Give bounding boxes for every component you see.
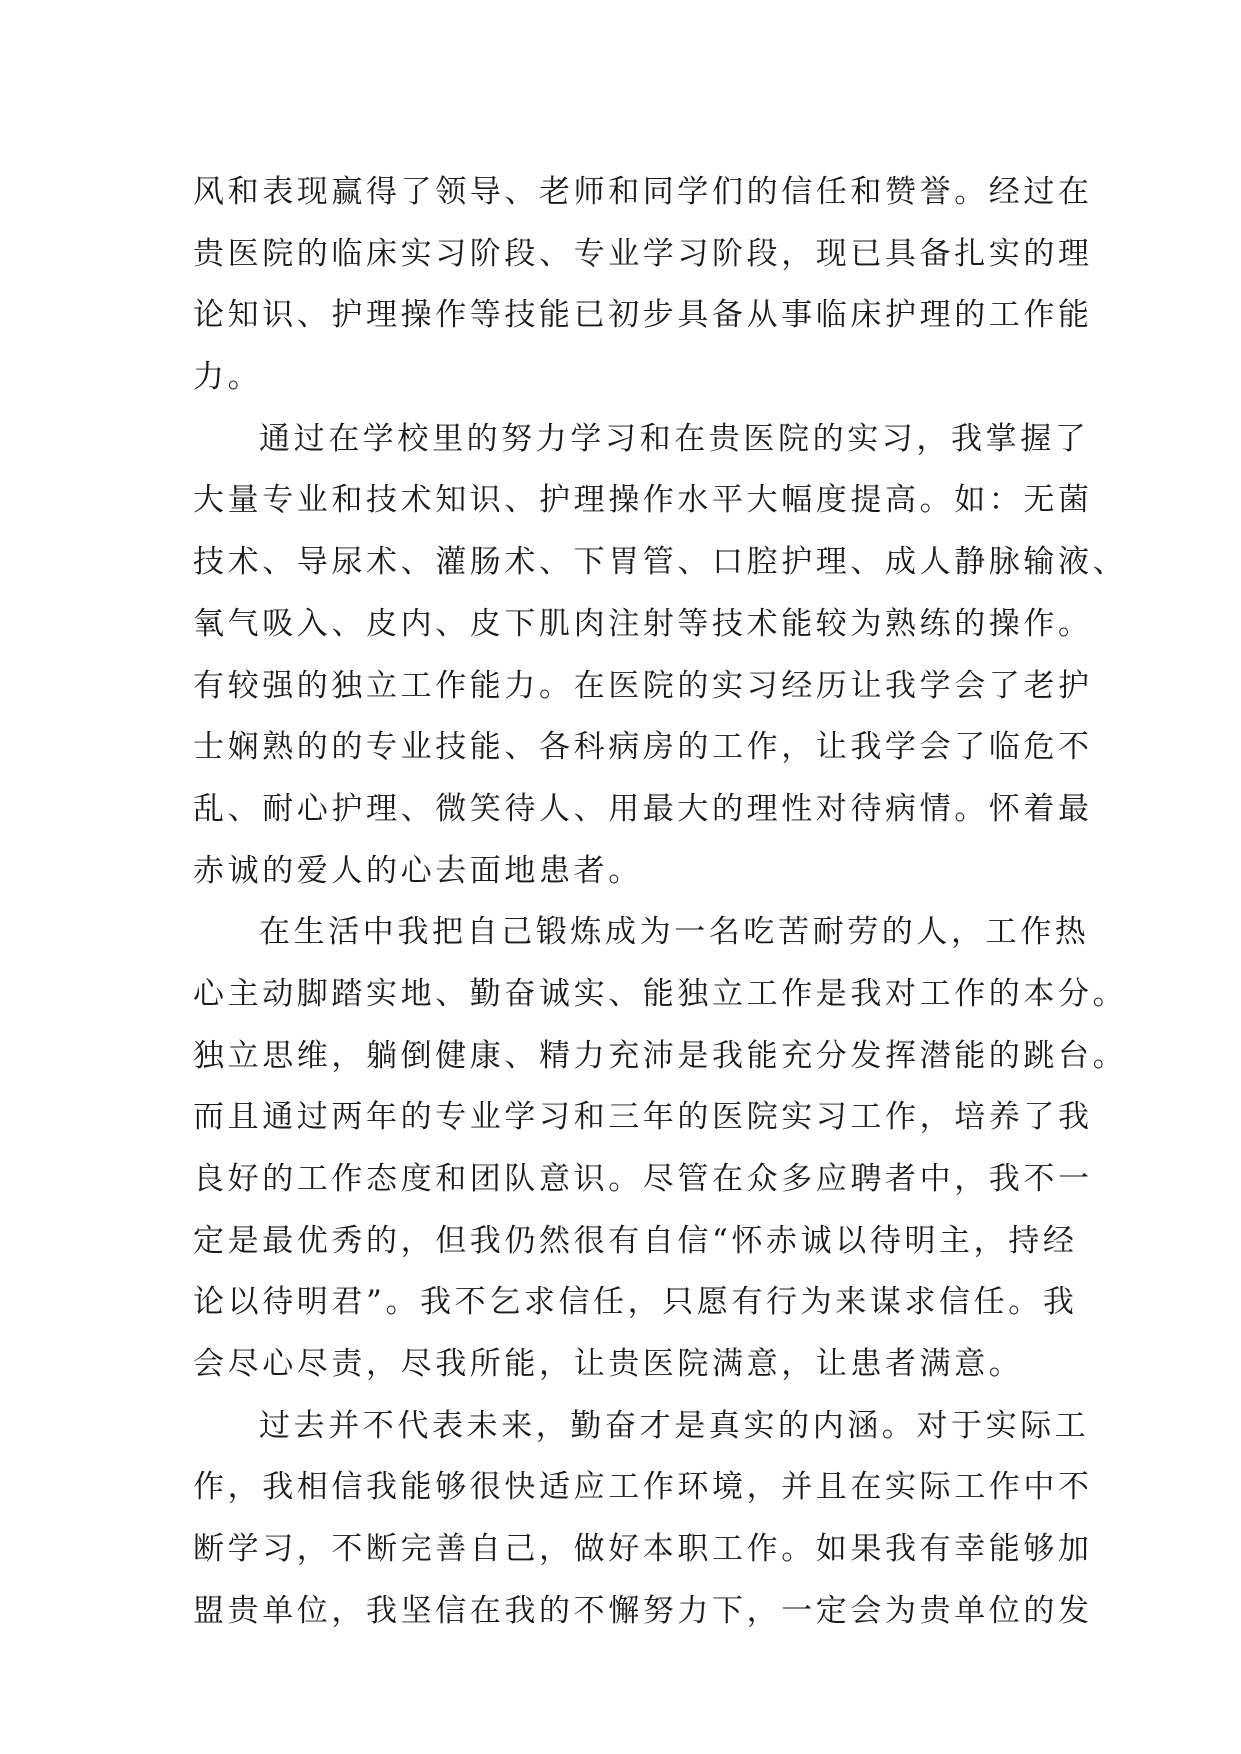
text-line: 定是最优秀的，但我仍然很有自信“怀赤诚以待明主，持经 [193,1222,1078,1259]
text-line: 大量专业和技术知识、护理操作水平大幅度提高。如：无菌 [193,482,1093,519]
paragraph-start-line: 过去并不代表未来，勤奋才是真实的内涵。对于实际工 [259,1407,1090,1444]
text-line: 良好的工作态度和团队意识。尽管在众多应聘者中，我不一 [193,1161,1093,1197]
text-line: 作，我相信我能够很快适应工作环境，并且在实际工作中不 [193,1469,1093,1506]
text-line: 力。 [193,359,263,396]
text-line: 而且通过两年的专业学习和三年的医院实习工作，培养了我 [193,1099,1093,1136]
text-line: 断学习，不断完善自己，做好本职工作。如果我有幸能够加 [193,1531,1093,1568]
text-line: 论以待明君”。我不乞求信任，只愿有行为来谋求信任。我 [193,1284,1078,1321]
text-line: 盟贵单位，我坚信在我的不懈努力下，一定会为贵单位的发 [193,1592,1093,1629]
text-line: 有较强的独立工作能力。在医院的实习经历让我学会了老护 [193,667,1093,704]
text-line: 风和表现赢得了领导、老师和同学们的信任和赞誉。经过在 [193,174,1093,210]
text-line: 论知识、护理操作等技能已初步具备从事临床护理的工作能 [193,297,1093,334]
text-line: 独立思维，躺倒健康、精力充沛是我能充分发挥潜能的跳台。 [193,1037,1128,1074]
text-line: 会尽心尽责，尽我所能，让贵医院满意，让患者满意。 [193,1346,1024,1383]
text-line: 技术、导尿术、灌肠术、下胃管、口腔护理、成人静脉输液、 [193,544,1128,581]
text-line: 氧气吸入、皮内、皮下肌肉注射等技术能较为熟练的操作。 [193,605,1093,642]
document-body [193,162,1128,1643]
text-line: 心主动脚踏实地、勤奋诚实、能独立工作是我对工作的本分。 [193,975,1128,1012]
text-line: 士娴熟的的专业技能、各科病房的工作，让我学会了临危不 [193,729,1093,766]
text-line: 贵医院的临床实习阶段、专业学习阶段，现已具备扎实的理 [193,235,1093,272]
text-line: 乱、耐心护理、微笑待人、用最大的理性对待病情。怀着最 [193,790,1093,827]
paragraph-start-line: 在生活中我把自己锻炼成为一名吃苦耐劳的人，工作热 [259,914,1090,951]
paragraph-start-line: 通过在学校里的努力学习和在贵医院的实习，我掌握了 [259,420,1090,457]
text-line: 赤诚的爱人的心去面地患者。 [193,852,643,889]
